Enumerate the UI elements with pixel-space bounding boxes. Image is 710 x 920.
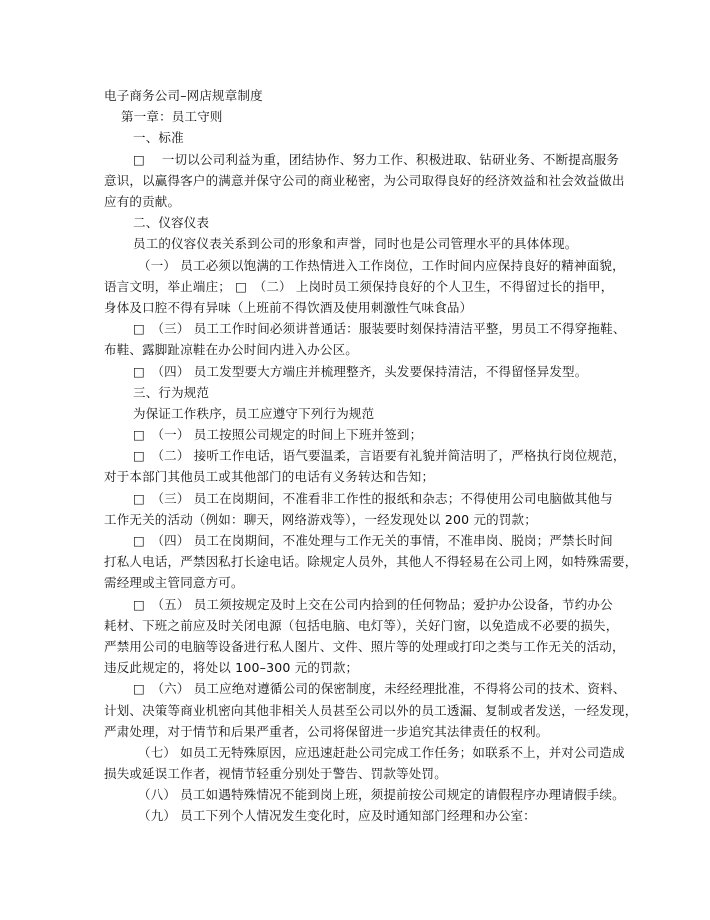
- document-title: 电子商务公司–网店规章制度: [104, 88, 263, 103]
- paragraph-line: □ （二） 接听工作电话，语气要温柔，言语要有礼貌并简洁明了，严格执行岗位规范，: [133, 448, 626, 463]
- paragraph-line: 应有的贡献。: [104, 194, 181, 209]
- paragraph-line: 打私人电话，严禁因私打长途电话。除规定人员外，其他人不得轻易在公司上网，如特殊需要，: [104, 554, 638, 569]
- paragraph-line: 需经理或主管同意方可。: [104, 575, 244, 590]
- paragraph-line: 严肃处理，对于情节和后果严重者，公司将保留进一步追究其法律责任的权利。: [104, 724, 549, 739]
- paragraph-line: 对于本部门其他员工或其他部门的电话有义务转达和告知；: [104, 469, 435, 484]
- paragraph-line: 为保证工作秩序，员工应遵守下列行为规范: [133, 406, 375, 421]
- paragraph-line: 布鞋、露脚趾凉鞋在办公时间内进入办公区。: [104, 342, 359, 357]
- paragraph-line: 员工的仪容仪表关系到公司的形象和声誉，同时也是公司管理水平的具体体现。: [133, 236, 578, 251]
- paragraph-line: □ （四） 员工发型要大方端庄并梳理整齐，头发要保持清洁，不得留怪异发型。: [133, 364, 588, 379]
- paragraph-line: 身体及口腔不得有异味（上班前不得饮酒及使用刺激性气味食品）: [104, 300, 473, 315]
- paragraph-line: □ （五） 员工须按规定及时上交在公司内拾到的任何物品；爱护办公设备，节约办公: [133, 597, 613, 612]
- section-heading: 三、行为规范: [133, 385, 210, 400]
- paragraph-line: （九） 员工下列个人情况发生变化时，应及时通知部门经理和办公室：: [138, 808, 536, 823]
- paragraph-line: 计划、决策等商业机密向其他非相关人员甚至公司以外的员工透漏、复制或者发送，一经发现，: [104, 703, 638, 718]
- paragraph-line: 耗材、下班之前应及时关闭电源（包括电脑、电灯等），关好门窗，以免造成不必要的损失，: [104, 618, 619, 633]
- paragraph-line: （七） 如员工无特殊原因，应迅速赶赴公司完成工作任务；如联系不上，并对公司造成: [138, 745, 625, 760]
- section-heading: 一、标准: [133, 130, 184, 145]
- paragraph-line: □ （四） 员工在岗期间，不准处理与工作无关的事情，不准串岗、脱岗；严禁长时间: [133, 533, 613, 548]
- paragraph-line: □ 一切以公司利益为重，团结协作、努力工作、积极进取、钻研业务、不断提高服务: [133, 152, 620, 167]
- paragraph-line: □ （三） 员工在岗期间，不准看非工作性的报纸和杂志；不得使用公司电脑做其他与: [133, 491, 613, 506]
- paragraph-line: □ （三） 员工工作时间必须讲普通话：服装要时刻保持清洁平整，男员工不得穿拖鞋、: [133, 321, 626, 336]
- paragraph-line: 违反此规定的，将处以 100–300 元的罚款；: [104, 660, 359, 675]
- paragraph-line: （八） 员工如遇特殊情况不能到岗上班，须提前按公司规定的请假程序办理请假手续。: [138, 787, 625, 802]
- paragraph-line: 语言文明，举止端庄； □ （二） 上岗时员工须保持良好的个人卫生，不得留过长的指甲，: [104, 279, 614, 294]
- paragraph-line: 意识，以赢得客户的满意并保守公司的商业秘密，为公司取得良好的经济效益和社会效益做出: [104, 173, 625, 188]
- paragraph-line: 严禁用公司的电脑等设备进行私人图片、文件、照片等的处理或打印之类与工作无关的活动，: [104, 639, 625, 654]
- section-heading: 二、仪容仪表: [133, 215, 210, 230]
- paragraph-line: □ （一） 员工按照公司规定的时间上下班并签到；: [133, 427, 423, 442]
- paragraph-line: （一） 员工必须以饱满的工作热情进入工作岗位，工作时间内应保持良好的精神面貌，: [138, 258, 625, 273]
- chapter-heading: 第一章：员工守则: [121, 109, 223, 124]
- paragraph-line: □ （六） 员工应绝对遵循公司的保密制度，未经经理批准，不得将公司的技术、资料、: [133, 681, 626, 696]
- paragraph-line: 损失或延误工作者，视情节轻重分别处于警告、罚款等处罚。: [104, 766, 447, 781]
- paragraph-line: 工作无关的活动（例如：聊天，网络游戏等），一经发现处以 200 元的罚款；: [104, 512, 537, 527]
